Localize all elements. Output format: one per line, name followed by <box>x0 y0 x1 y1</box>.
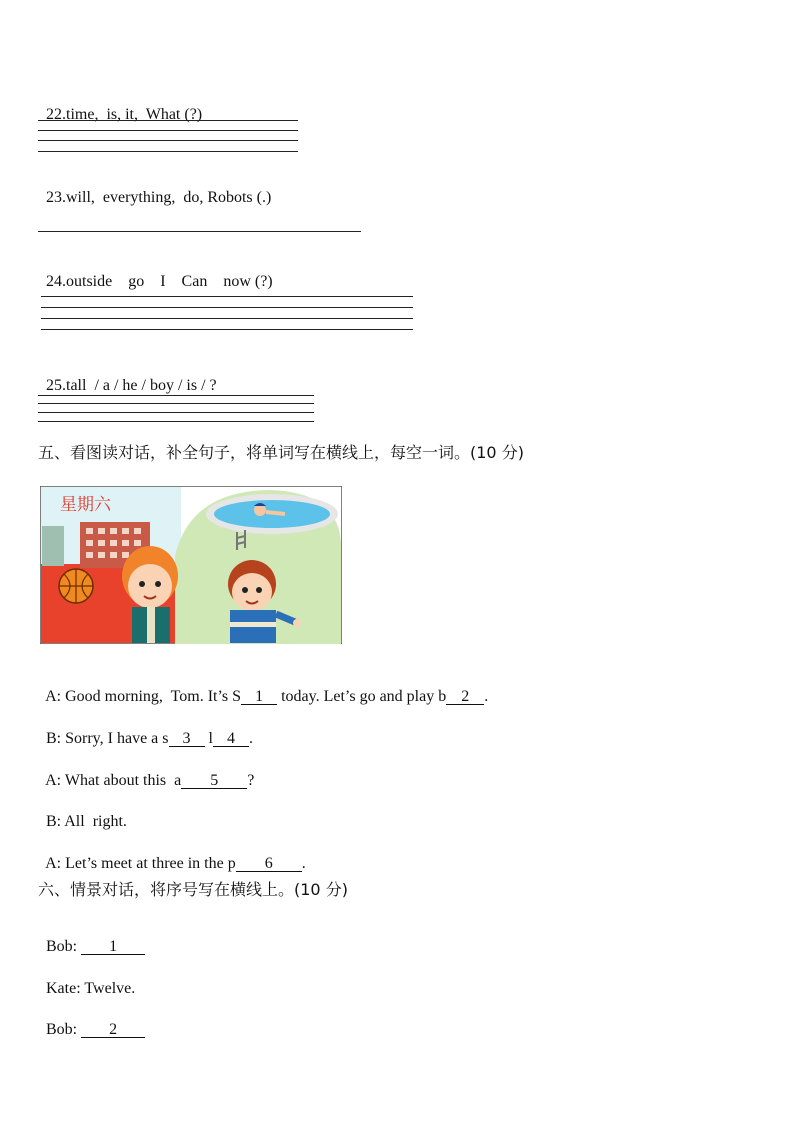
speaker-label: B: <box>46 730 62 747</box>
answer-line[interactable] <box>38 140 298 141</box>
answer-line[interactable] <box>38 421 314 422</box>
answer-line[interactable] <box>41 318 413 319</box>
dialogue-line-4 <box>38 795 127 831</box>
question-text: outside go I Can now (?) <box>66 273 273 290</box>
speaker-label: Bob: <box>46 938 78 955</box>
answer-line[interactable] <box>41 307 413 308</box>
illustration-svg <box>40 486 342 644</box>
question-23 <box>38 171 271 207</box>
question-text: tall / a / he / boy / is / ? <box>66 377 217 394</box>
dialogue-line-2 <box>38 712 253 748</box>
fill-blank-4[interactable]: 4 <box>213 731 249 747</box>
dialogue-line-bob-1 <box>38 920 145 956</box>
dialogue-text: Good morning, Tom. It’s S <box>65 688 242 705</box>
picture-label: 星期六 <box>60 495 111 515</box>
speaker-label: Kate: <box>46 980 81 997</box>
speaker-label: B: <box>46 813 62 830</box>
dialogue-text: Sorry, I have a s <box>65 730 169 747</box>
question-number: 24. <box>46 273 66 290</box>
question-text: will, everything, do, Robots (.) <box>66 189 272 206</box>
section-6-title: 六、情景对话，将序号写在横线上。(10 分) <box>38 880 348 899</box>
answer-line[interactable] <box>38 395 314 396</box>
answer-line[interactable] <box>41 329 413 330</box>
speaker-label: A: <box>45 855 62 872</box>
speaker-label: A: <box>45 688 62 705</box>
fill-blank-s6-1[interactable]: 1 <box>81 939 145 955</box>
dialogue-line-1 <box>38 670 488 706</box>
fill-blank-6[interactable]: 6 <box>236 856 302 872</box>
question-number: 22. <box>46 106 66 123</box>
fill-blank-1[interactable]: 1 <box>241 689 277 705</box>
question-25 <box>38 359 217 395</box>
dialogue-text: . <box>248 730 253 747</box>
question-number: 23. <box>46 189 66 206</box>
answer-line[interactable] <box>38 130 298 131</box>
answer-line[interactable] <box>38 120 298 121</box>
dialogue-text: l <box>204 730 213 747</box>
fill-blank-3[interactable]: 3 <box>169 731 205 747</box>
dialogue-text: today. Let’s go and play b <box>277 688 447 705</box>
fill-blank-2[interactable]: 2 <box>446 689 484 705</box>
answer-line[interactable] <box>38 231 361 232</box>
dialogue-line-3 <box>38 754 254 790</box>
question-text: time, is, it, What (?) <box>66 106 203 123</box>
question-24 <box>38 255 273 291</box>
dialogue-illustration <box>40 486 342 644</box>
fill-blank-s6-2[interactable]: 2 <box>81 1022 145 1038</box>
dialogue-text: ? <box>247 772 255 789</box>
answer-line[interactable] <box>38 412 314 413</box>
dialogue-line-5 <box>38 837 306 873</box>
answer-line[interactable] <box>38 403 314 404</box>
question-22 <box>38 88 202 124</box>
speaker-label: Bob: <box>46 1021 78 1038</box>
dialogue-text: Let’s meet at three in the p <box>65 855 236 872</box>
dialogue-text: All right. <box>64 813 127 830</box>
dialogue-line-kate <box>38 962 135 998</box>
answer-line[interactable] <box>38 151 298 152</box>
speaker-label: A: <box>45 772 62 789</box>
section-5-title: 五、看图读对话，补全句子，将单词写在横线上，每空一词。(10 分) <box>38 443 524 462</box>
answer-line[interactable] <box>41 296 413 297</box>
dialogue-text: . <box>301 855 306 872</box>
dialogue-text: What about this a <box>64 772 182 789</box>
fill-blank-5[interactable]: 5 <box>181 773 247 789</box>
question-number: 25. <box>46 377 66 394</box>
dialogue-line-bob-2 <box>38 1003 145 1039</box>
dialogue-text: Twelve. <box>84 980 136 997</box>
dialogue-text: . <box>484 688 489 705</box>
